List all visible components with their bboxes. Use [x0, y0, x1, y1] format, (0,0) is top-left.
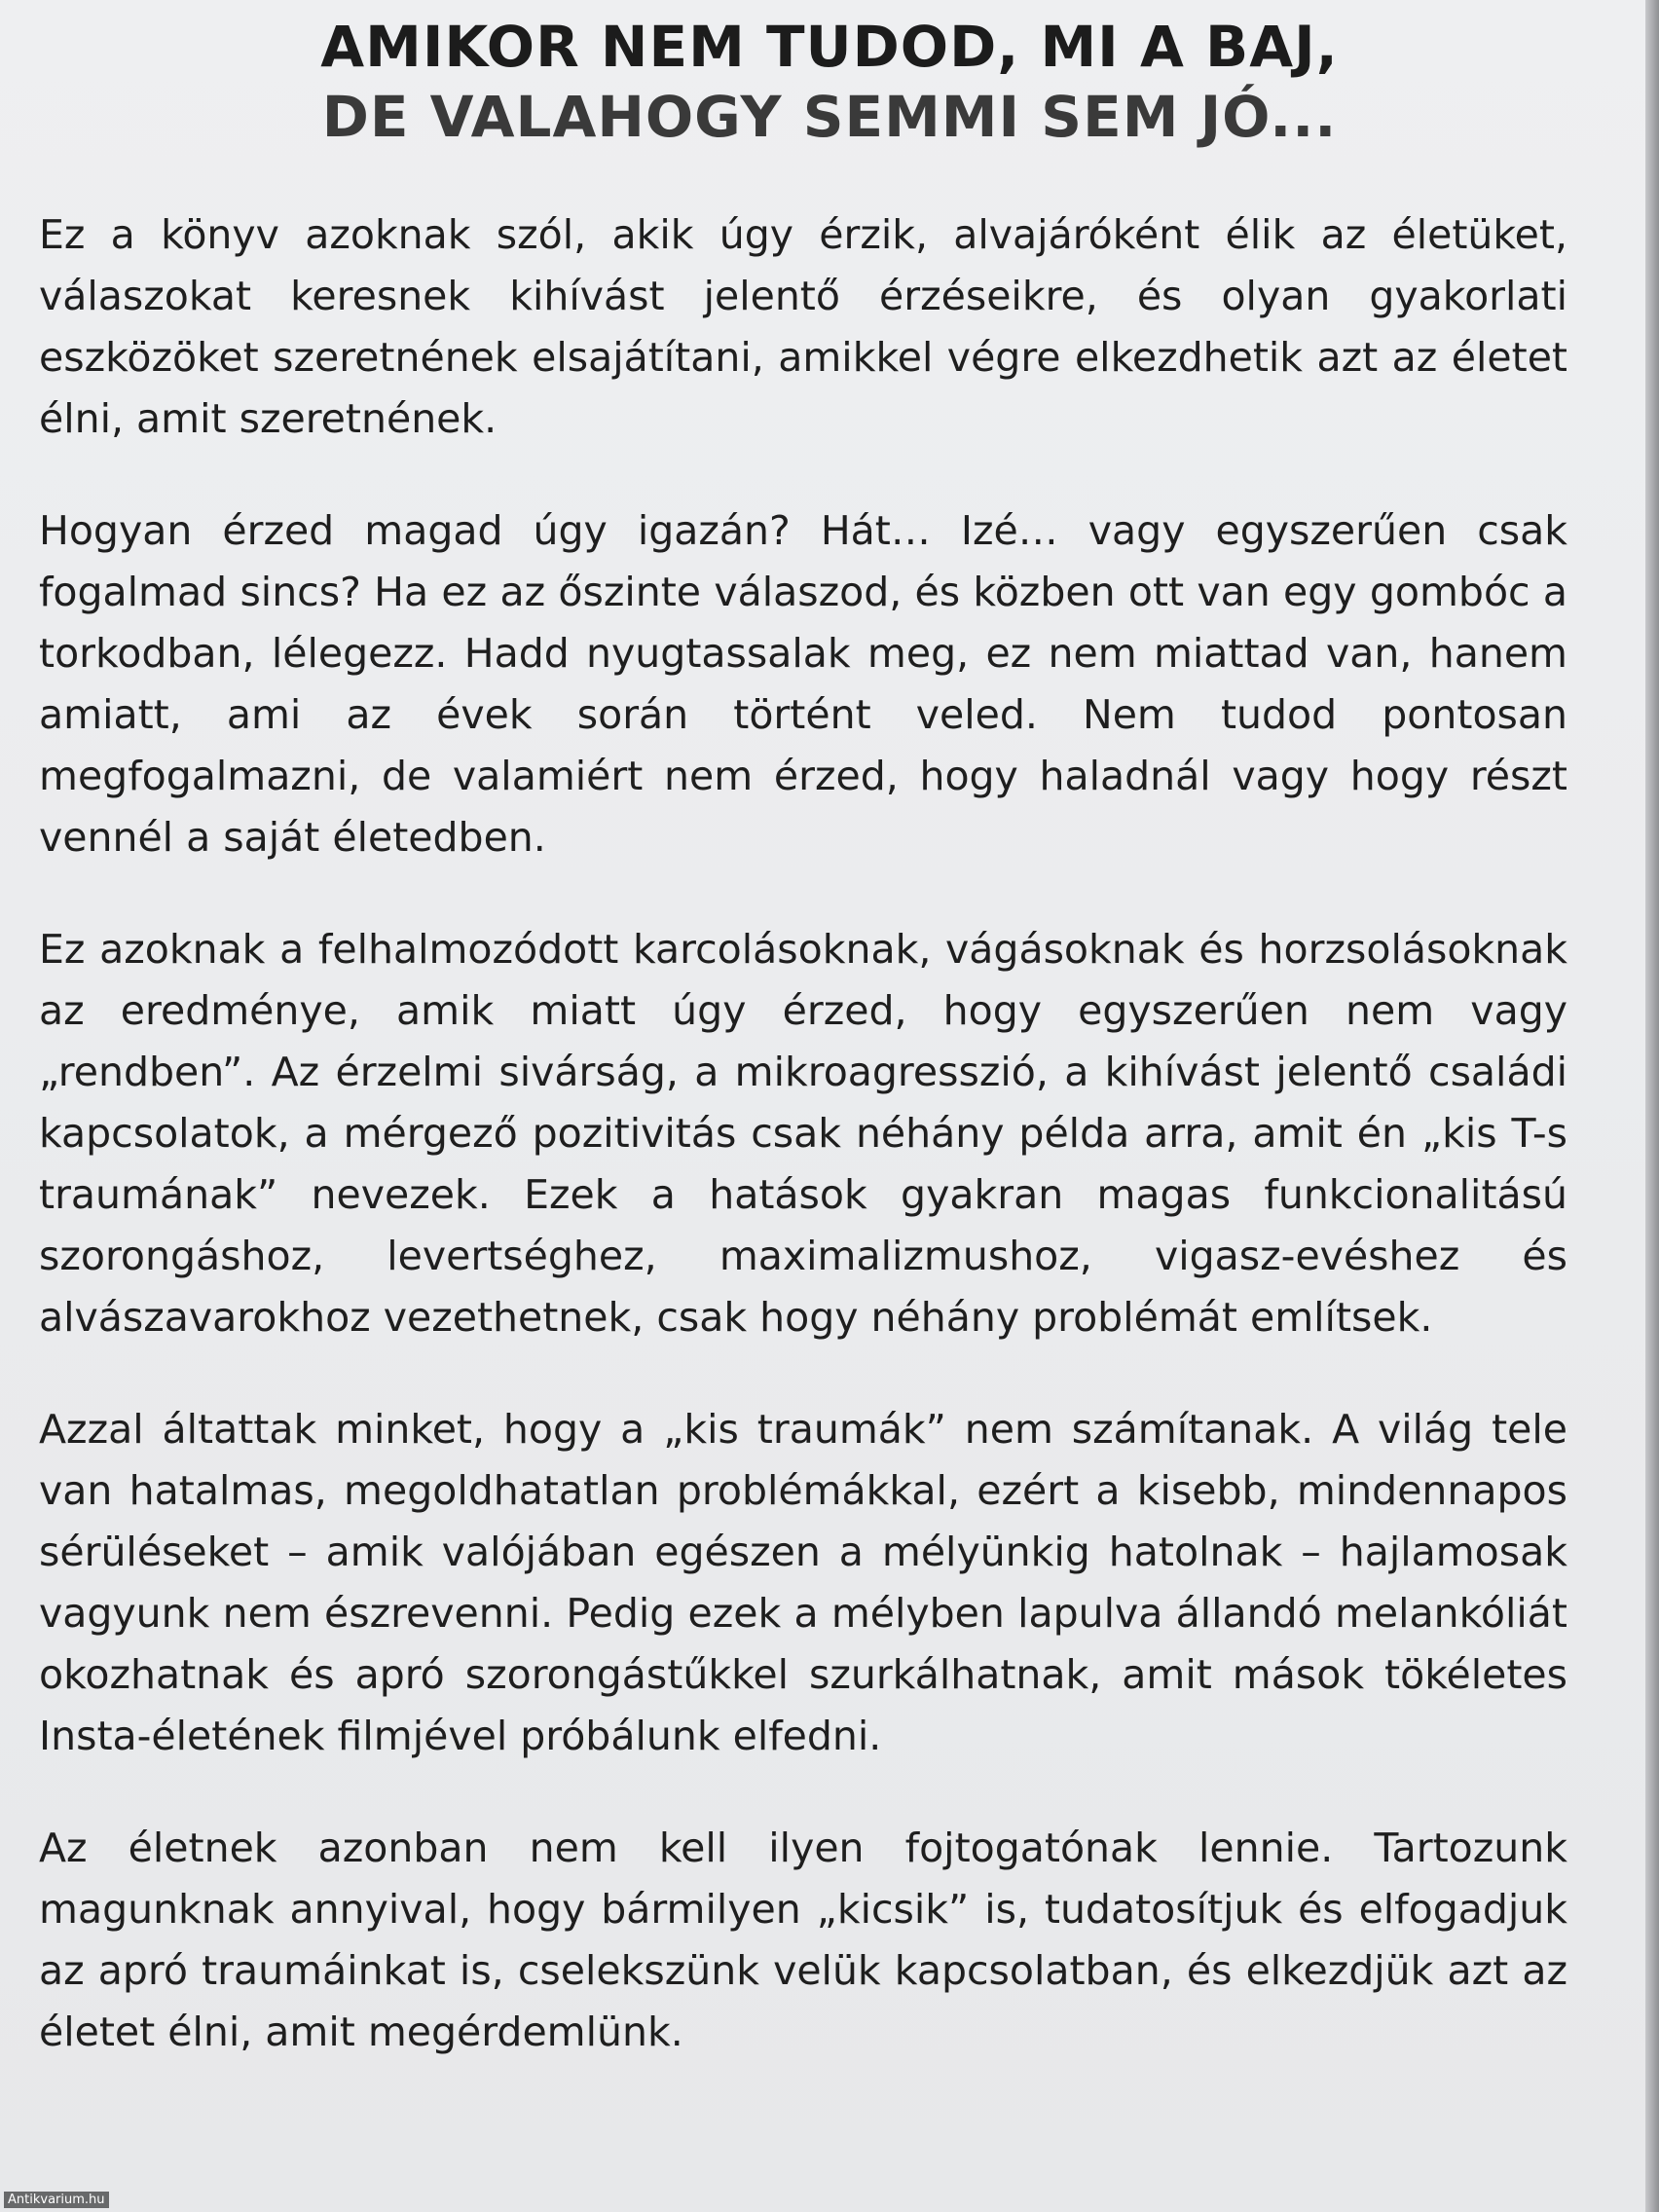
paragraph-4: Azzal áltattak minket, hogy a „kis traumák” nem számítanak. A világ tele van hatalmas, megoldhatatlan problémákkal, ezért a kisebb, mindennapos sérüléseket – amik valójában egészen a mélyünkig hatolnak – hajlamosak vagyunk nem észrevenni. Pedig ezek a mélyben lapulva állandó melankóliát okozhatnak és apró szorongástűkkel szurkálhatnak, amit mások tökéletes Insta-életének filmjével próbálunk elfedni. — [39, 1406, 1567, 1759]
watermark: Antikvarium.hu — [4, 2192, 109, 2208]
paragraph-1: Ez a könyv azoknak szól, akik úgy érzik, alvajáróként élik az életüket, válaszokat keresnek kihívást jelentő érzéseikre, és olyan gyakorlati eszközöket szeretnének elsajátítani, amikkel végre elkezdhetik azt az életet élni, amit szeretnének. — [39, 211, 1567, 442]
body-text — [39, 204, 1567, 2063]
heading-line-1: AMIKOR NEM TUDOD, MI A BAJ, — [320, 14, 1339, 80]
heading-line-2: DE VALAHOGY SEMMI SEM JÓ... — [321, 84, 1338, 150]
paragraph-5: Az életnek azonban nem kell ilyen fojtogatónak lennie. Tartozunk magunknak annyival, hogy bármilyen „kicsik” is, tudatosítjuk és elfogadjuk az apró traumáinkat is, cselekszünk velük kapcsolatban, és elkezdjük azt az életet élni, amit megérdemlünk. — [39, 1825, 1567, 2055]
page-heading — [0, 12, 1659, 152]
paragraph-3: Ez azoknak a felhalmozódott karcolásoknak, vágásoknak és horzsolásoknak az eredménye, amik miatt úgy érzed, hogy egyszerűen nem vagy „rendben”. Az érzelmi sivárság, a mikroagresszió, a kihívást jelentő családi kapcsolatok, a mérgező pozitivitás csak néhány példa arra, amit én „kis T-s traumának” nevezek. Ezek a hatások gyakran magas funkcionalitású szorongáshoz, levertséghez, maximalizmushoz, vigasz-evéshez és alvászavarokhoz vezethetnek, csak hogy néhány problémát említsek. — [39, 926, 1567, 1341]
paragraph-2: Hogyan érzed magad úgy igazán? Hát… Izé… vagy egyszerűen csak fogalmad sincs? Ha ez az őszinte válaszod, és közben ott van egy gombóc a torkodban, lélegezz. Hadd nyugtassalak meg, ez nem miattad van, hanem amiatt, ami az évek során történt veled. Nem tudod pontosan megfogalmazni, de valamiért nem érzed, hogy haladnál vagy hogy részt vennél a saját életedben. — [39, 507, 1567, 861]
page-edge-shadow — [1645, 0, 1659, 2212]
